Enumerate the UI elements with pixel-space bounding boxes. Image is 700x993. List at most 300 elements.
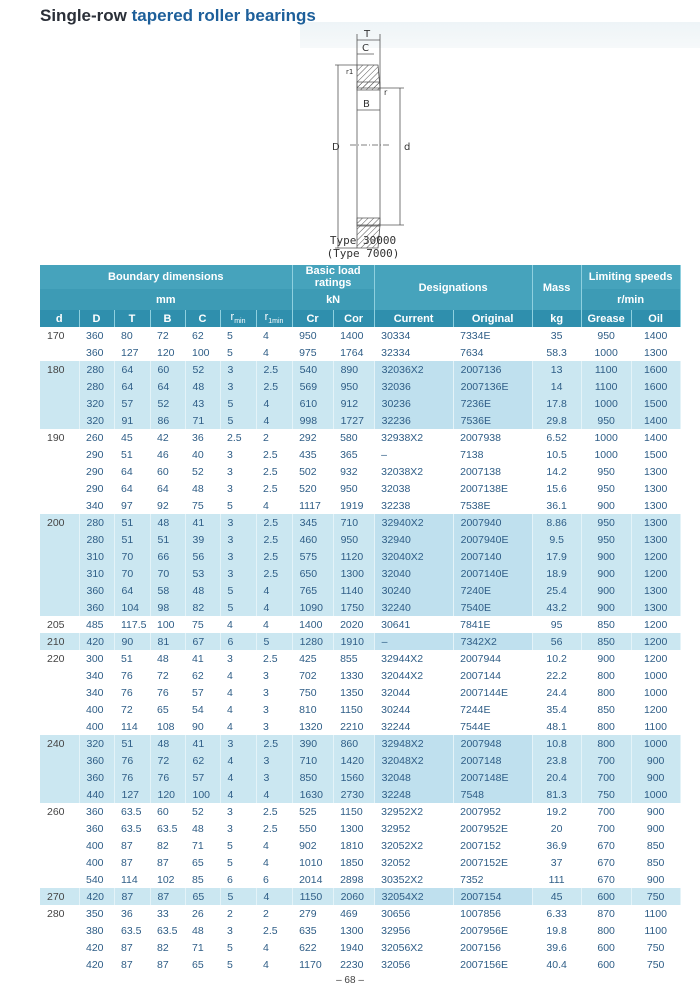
cell-cr: 950: [299, 329, 317, 342]
cell-original: 2007952E: [460, 822, 508, 835]
cell-original: 7236E: [453, 395, 532, 412]
cell-grease: 1000: [594, 346, 618, 359]
cell-oil: 1100: [644, 720, 667, 733]
cell-grease: 900: [597, 652, 615, 665]
cell-cor: 890: [333, 361, 374, 378]
cell-r: 4: [256, 786, 292, 803]
col-C: C: [185, 310, 220, 327]
cell-cr: 435: [299, 448, 317, 461]
cell-current: 30352X2: [381, 873, 424, 886]
cell-oil: 1300: [631, 582, 680, 599]
cell-b: 64: [157, 482, 169, 495]
title-prefix: Single-row: [40, 6, 132, 25]
cell-cr: 610: [292, 395, 333, 412]
cell-kg: 45: [532, 888, 581, 905]
cell-original: 2007140E: [453, 565, 532, 582]
cell-r: 4: [227, 703, 233, 716]
cell-grease: 800: [597, 686, 615, 699]
cell-grease: 1000: [594, 431, 618, 444]
cell-c: 71: [192, 839, 204, 852]
cell-t: 91: [114, 412, 150, 429]
cell-cor: 2898: [340, 873, 364, 886]
cell-bore-d: 260: [47, 805, 65, 818]
cell-bore-d: [40, 854, 79, 871]
cell-t: 64: [121, 482, 133, 495]
cell-c: 48: [185, 582, 220, 599]
cell-d: 360: [79, 769, 114, 786]
cell-t: 76: [114, 752, 150, 769]
cell-c: 48: [192, 924, 204, 937]
cell-bore-d: 200: [40, 514, 79, 531]
cell-original: 2007144E: [460, 686, 508, 699]
header-limiting-speeds: Limiting speeds: [581, 265, 680, 289]
cell-r: 2.5: [263, 465, 278, 478]
cell-cor: 1140: [333, 582, 374, 599]
col-current: Current: [374, 310, 453, 327]
table-row: [40, 599, 680, 616]
cell-cor: 950: [340, 482, 358, 495]
cell-r: 5: [227, 839, 233, 852]
cell-t: 87: [114, 888, 150, 905]
cell-r: 4: [256, 582, 292, 599]
cell-kg: 6.33: [546, 907, 567, 920]
cell-original: 7548: [453, 786, 532, 803]
cell-b: 48: [157, 652, 169, 665]
cell-oil: 750: [631, 888, 680, 905]
cell-kg: 35: [550, 329, 563, 342]
cell-oil: 900: [646, 822, 665, 835]
cell-t: 76: [121, 686, 133, 699]
cell-d: 280: [79, 361, 114, 378]
cell-r: 2.5: [263, 924, 278, 937]
cell-kg: 23.8: [532, 752, 581, 769]
cell-b: 76: [150, 769, 185, 786]
cell-original: 2007148E: [453, 769, 532, 786]
cell-bore-d: 180: [40, 361, 79, 378]
cell-c: 56: [185, 548, 220, 565]
inner-ring-bottom: [357, 218, 380, 226]
label-D: D: [332, 142, 340, 153]
cell-c: 57: [192, 686, 204, 699]
table-row: [40, 854, 680, 871]
cell-d: 360: [79, 582, 114, 599]
cell-r: 2.5: [263, 822, 278, 835]
cell-grease: 600: [581, 888, 631, 905]
cell-cor: 1750: [333, 599, 374, 616]
cell-c: 52: [185, 361, 220, 378]
cell-cor: 710: [333, 514, 374, 531]
cell-bore-d: [40, 395, 79, 412]
cell-bore-d: [40, 344, 79, 361]
cell-r: 2.5: [263, 448, 278, 461]
cell-c: 54: [192, 703, 204, 716]
cell-c: 65: [185, 888, 220, 905]
cell-bore-d: [40, 412, 79, 429]
table-row: [40, 905, 680, 922]
cell-current: 32036: [374, 378, 453, 395]
cell-bore-d: [40, 718, 79, 735]
cell-t: 87: [121, 839, 133, 852]
cell-t: 127: [121, 346, 139, 359]
cell-d: 420: [79, 633, 114, 650]
col-T: T: [114, 310, 150, 327]
table-row: [40, 446, 680, 463]
cell-current: 32944X2: [381, 652, 424, 665]
cell-b: 87: [157, 958, 169, 971]
cell-grease: 950: [597, 329, 615, 342]
cell-t: 127: [114, 786, 150, 803]
cell-t: 51: [114, 514, 150, 531]
cell-kg: 13: [532, 361, 581, 378]
cell-cr: 1090: [292, 599, 333, 616]
cell-bore-d: [40, 701, 79, 718]
cell-cr: 975: [299, 346, 317, 359]
cell-d: 310: [79, 548, 114, 565]
cell-c: 62: [192, 329, 204, 342]
cell-t: 117.5: [121, 618, 147, 631]
cell-t: 114: [121, 720, 138, 733]
cell-cor: 1810: [340, 839, 364, 852]
cell-t: 80: [121, 329, 133, 342]
cell-bore-d: 170: [47, 329, 65, 342]
cell-current: 32244: [381, 720, 411, 733]
cell-t: 70: [114, 565, 150, 582]
cell-cr: 1170: [299, 958, 322, 971]
cell-d: 290: [86, 465, 104, 478]
cell-bore-d: 220: [47, 652, 65, 665]
cell-r: 5: [227, 499, 233, 512]
cell-r: 4: [263, 618, 269, 631]
table-row: [40, 514, 680, 531]
cell-current: 32038X2: [381, 465, 424, 478]
cell-t: 76: [114, 769, 150, 786]
cell-cor: 1350: [340, 686, 364, 699]
label-r1: r1: [346, 68, 354, 76]
cell-original: 7634: [460, 346, 484, 359]
cell-cr: 1010: [299, 856, 323, 869]
cell-cor: 950: [333, 378, 374, 395]
cell-c: 48: [192, 482, 204, 495]
cell-grease: 800: [597, 720, 615, 733]
cell-bore-d: [40, 497, 79, 514]
table-row: [40, 344, 680, 361]
col-original: Original: [453, 310, 532, 327]
cell-kg: 14: [532, 378, 581, 395]
cell-bore-d: [40, 684, 79, 701]
table-row: [40, 429, 680, 446]
cell-current: 32044: [381, 686, 411, 699]
cell-cor: 1850: [340, 856, 364, 869]
cell-d: 420: [86, 958, 104, 971]
header-designations: Designations: [374, 265, 532, 310]
cell-cor: 1919: [340, 499, 364, 512]
cell-current: 32048: [374, 769, 453, 786]
cell-grease: 950: [597, 465, 615, 478]
cell-kg: 29.8: [532, 412, 581, 429]
cell-d: 380: [86, 924, 104, 937]
cell-cor: 1400: [340, 329, 364, 342]
cell-d: 340: [86, 499, 104, 512]
cell-r: 5: [220, 599, 256, 616]
cell-kg: 10.5: [546, 448, 567, 461]
cell-current: 32052: [381, 856, 411, 869]
cell-r: 3: [220, 565, 256, 582]
cell-d: 485: [86, 618, 104, 631]
cell-cr: 460: [292, 531, 333, 548]
col-d: d: [40, 310, 79, 327]
cell-kg: 9.5: [532, 531, 581, 548]
cell-oil: 1200: [643, 618, 668, 631]
cell-original: 2007944: [460, 652, 501, 665]
cell-cor: 2020: [340, 618, 364, 631]
cell-cor: 2210: [340, 720, 364, 733]
cell-bore-d: [40, 922, 79, 939]
table-row: [40, 463, 680, 480]
cell-original: 2007152E: [460, 856, 508, 869]
cell-c: 43: [185, 395, 220, 412]
cell-d: 280: [79, 378, 114, 395]
cell-r: 2.5: [263, 652, 278, 665]
cell-r: 5: [220, 395, 256, 412]
col-r1min: [256, 310, 292, 327]
cell-t: 36: [121, 907, 133, 920]
cell-d: 440: [79, 786, 114, 803]
cell-b: 63.5: [157, 924, 178, 937]
table-row: [40, 837, 680, 854]
cell-r: 4: [263, 499, 269, 512]
cell-kg: 15.6: [546, 482, 567, 495]
cell-original: 2007948: [453, 735, 532, 752]
cell-b: 70: [150, 565, 185, 582]
table-row: [40, 871, 680, 888]
cell-original: 2007136: [453, 361, 532, 378]
cell-oil: 900: [646, 873, 665, 886]
cell-r: 6: [227, 873, 233, 886]
cell-d: 280: [79, 531, 114, 548]
cell-original: 2007140: [453, 548, 532, 565]
cell-t: 45: [121, 431, 133, 444]
cell-original: 2007148: [453, 752, 532, 769]
cell-oil: 750: [646, 958, 665, 971]
cell-original: 7536E: [453, 412, 532, 429]
cell-current: 32940X2: [374, 514, 453, 531]
cell-b: 108: [157, 720, 175, 733]
cell-b: 60: [157, 805, 169, 818]
cell-cr: 279: [299, 907, 317, 920]
cell-kg: 39.6: [546, 941, 567, 954]
col-oil: Oil: [631, 310, 680, 327]
cell-t: 63.5: [121, 924, 142, 937]
cell-oil: 900: [631, 752, 680, 769]
col-B: B: [150, 310, 185, 327]
cell-r: 5: [256, 633, 292, 650]
cell-original: 7544E: [460, 720, 491, 733]
cell-b: 92: [157, 499, 169, 512]
cell-cr: 902: [299, 839, 317, 852]
header-mass: Mass: [532, 265, 581, 310]
cell-grease: 700: [597, 822, 615, 835]
header-unit-kn: kN: [292, 289, 374, 310]
cell-r: 3: [220, 735, 256, 752]
cell-cor: 1300: [340, 924, 364, 937]
cell-r: 6: [220, 633, 256, 650]
cell-d: 400: [86, 839, 104, 852]
cell-d: 320: [79, 412, 114, 429]
col-r1min-sub: 1min: [268, 318, 284, 326]
cell-current: 30656: [381, 907, 411, 920]
bearing-cross-section-diagram: [300, 20, 440, 265]
cell-grease: 800: [597, 669, 615, 682]
cell-kg: 6.52: [546, 431, 567, 444]
cell-oil: 1400: [631, 412, 680, 429]
table-row: [40, 701, 680, 718]
col-Cr: Cr: [292, 310, 333, 327]
cell-b: 58: [150, 582, 185, 599]
cell-grease: 670: [597, 873, 615, 886]
cell-grease: 700: [581, 752, 631, 769]
cell-r: 3: [227, 924, 233, 937]
cell-kg: 58.3: [546, 346, 567, 359]
cell-d: 360: [86, 805, 104, 818]
table-row: [40, 888, 680, 905]
cell-d: 360: [86, 346, 104, 359]
cell-cor: 2230: [340, 958, 364, 971]
cell-kg: 22.2: [546, 669, 567, 682]
cell-grease: 1000: [594, 448, 618, 461]
cell-t: 51: [121, 652, 133, 665]
cell-current: 30240: [374, 582, 453, 599]
cell-cor: 1420: [333, 752, 374, 769]
cell-oil: 1100: [644, 924, 667, 937]
cell-bore-d: [40, 956, 79, 973]
cell-t: 72: [121, 703, 133, 716]
cell-kg: 56: [532, 633, 581, 650]
cell-current: 32236: [374, 412, 453, 429]
header-boundary-dimensions: Boundary dimensions: [40, 265, 292, 289]
cell-r: 2.5: [256, 361, 292, 378]
cell-current: 32956: [381, 924, 411, 937]
cell-d: 300: [86, 652, 104, 665]
cell-grease: 850: [581, 633, 631, 650]
cell-original: 7244E: [460, 703, 491, 716]
cell-d: 310: [79, 565, 114, 582]
cell-r: 3: [256, 752, 292, 769]
cell-cor: 1727: [333, 412, 374, 429]
cell-cr: 702: [299, 669, 317, 682]
cell-r: 4: [227, 720, 233, 733]
cell-cr: 390: [292, 735, 333, 752]
cell-grease: 600: [597, 958, 615, 971]
cell-current: 30244: [381, 703, 411, 716]
cell-cr: 550: [299, 822, 317, 835]
table-row: [40, 803, 680, 820]
cell-r: 2.5: [256, 548, 292, 565]
cell-original: 2007938: [460, 431, 501, 444]
cell-b: 120: [157, 346, 175, 359]
cell-r: 4: [220, 786, 256, 803]
cell-c: 57: [185, 769, 220, 786]
cell-r: 4: [227, 686, 233, 699]
cell-t: 104: [114, 599, 150, 616]
table-row: [40, 735, 680, 752]
cell-current: 32044X2: [381, 669, 424, 682]
cell-oil: 1300: [631, 531, 680, 548]
cell-kg: 17.8: [532, 395, 581, 412]
cell-b: 48: [150, 514, 185, 531]
cell-kg: 48.1: [546, 720, 567, 733]
cell-b: 102: [157, 873, 175, 886]
cell-cor: 932: [340, 465, 358, 478]
cell-original: 2007940E: [453, 531, 532, 548]
cell-bore-d: [40, 582, 79, 599]
inner-ring-top: [357, 82, 380, 90]
label-C: C: [362, 43, 369, 54]
cell-cr: 2014: [299, 873, 323, 886]
cell-bore-d: [40, 378, 79, 395]
cell-b: 98: [150, 599, 185, 616]
cell-r: 5: [220, 412, 256, 429]
cell-b: 72: [157, 669, 169, 682]
cell-c: 41: [185, 514, 220, 531]
table-row: [40, 752, 680, 769]
table-row: [40, 531, 680, 548]
cell-r: 2.5: [227, 431, 242, 444]
cell-grease: 1100: [581, 361, 631, 378]
cell-cor: 1150: [340, 703, 363, 716]
cell-cr: 569: [292, 378, 333, 395]
cell-current: 32056: [381, 958, 411, 971]
cell-cr: 850: [292, 769, 333, 786]
cell-c: 53: [185, 565, 220, 582]
cell-t: 97: [121, 499, 133, 512]
cell-original: 2007138E: [460, 482, 508, 495]
cell-d: 350: [86, 907, 104, 920]
diagram-caption: [318, 234, 408, 260]
cell-r: 4: [263, 958, 269, 971]
cell-r: 5: [227, 941, 233, 954]
cell-kg: 24.4: [546, 686, 567, 699]
cell-r: 3: [220, 531, 256, 548]
cell-kg: 19.2: [546, 805, 567, 818]
cell-bore-d: [40, 769, 79, 786]
cell-r: 2.5: [256, 565, 292, 582]
cell-grease: 700: [581, 769, 631, 786]
cell-r: 2.5: [263, 805, 278, 818]
col-rmin-sub: min: [234, 318, 246, 326]
cell-grease: 850: [597, 703, 615, 716]
cell-b: 42: [157, 431, 169, 444]
cell-b: 52: [150, 395, 185, 412]
cell-current: 32040: [374, 565, 453, 582]
cell-kg: 37: [550, 856, 563, 869]
table-row: [40, 565, 680, 582]
cell-t: 51: [114, 735, 150, 752]
cell-original: 2007154: [453, 888, 532, 905]
cell-oil: 1300: [643, 482, 668, 495]
cell-kg: 14.2: [546, 465, 567, 478]
cell-kg: 36.1: [546, 499, 567, 512]
cell-kg: 25.4: [532, 582, 581, 599]
cell-cr: 635: [299, 924, 317, 937]
col-Cor: Cor: [333, 310, 374, 327]
cell-grease: 800: [597, 924, 615, 937]
cell-cor: 1150: [340, 805, 363, 818]
cell-current: 32334: [381, 346, 411, 359]
cell-oil: 1500: [631, 395, 680, 412]
cell-current: 32952X2: [381, 805, 424, 818]
cell-original: 2007956E: [460, 924, 508, 937]
cell-cr: 622: [299, 941, 317, 954]
